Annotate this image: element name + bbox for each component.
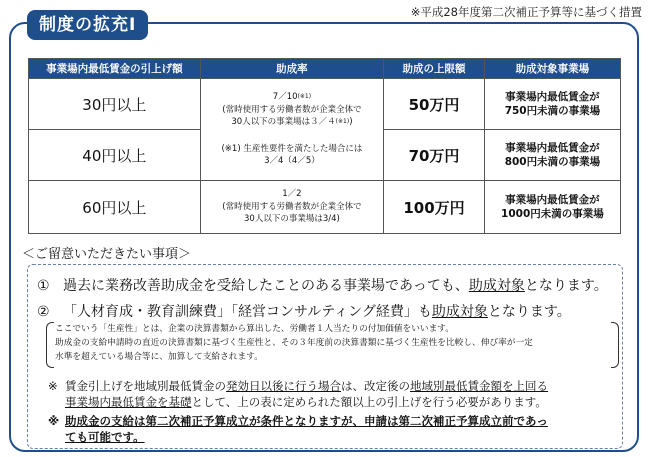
item-text-emphasis: 助成対象 bbox=[431, 304, 488, 320]
productivity-footnote: (※1) 生産性要件を満たした場合には bbox=[221, 143, 363, 154]
rate-footnote-mark: (※1) bbox=[297, 93, 312, 101]
grant-table bbox=[28, 58, 621, 234]
note-text-emphasis: 地域別最低賃金額を上回る bbox=[410, 379, 548, 393]
note-text: は、改定後の bbox=[341, 379, 410, 393]
note-mark: ※ bbox=[48, 379, 58, 393]
table-row bbox=[29, 79, 621, 130]
wage-increase-cell: 30円以上 bbox=[29, 79, 201, 130]
rate-value: 7／10 bbox=[272, 92, 298, 103]
rate-condition-line: 30人以下の事業場は３／４ bbox=[231, 117, 336, 128]
eligible-line: 事業場内最低賃金が bbox=[505, 194, 600, 206]
table-row bbox=[29, 181, 621, 234]
notice-item-1 bbox=[37, 275, 608, 295]
productivity-definition bbox=[55, 322, 610, 364]
item-number: ① bbox=[37, 278, 50, 294]
eligible-line: 800円未満の事業場 bbox=[504, 156, 601, 168]
note-text-emphasis: 事業場内最低賃金を基礎 bbox=[65, 395, 192, 409]
header-wage-increase: 事業場内最低賃金の引上げ額 bbox=[29, 59, 201, 79]
item-text: となります。 bbox=[524, 278, 608, 294]
definition-bracket-left bbox=[46, 322, 54, 368]
item-text: 「人材育成・教育訓練費」「経営コンサルティング経費」も bbox=[63, 304, 432, 320]
grant-rate-cell bbox=[200, 79, 384, 181]
rate-condition-line: (常時使用する労働者数が企業全体で bbox=[222, 201, 362, 212]
notice-item-2 bbox=[37, 301, 571, 321]
max-amount-cell: 70万円 bbox=[384, 130, 485, 181]
eligible-business-cell bbox=[484, 79, 620, 130]
definition-line: 助成金の支給申請時の直近の決算書類に基づく生産性と、その３年度前の決算書類に基づく生産性を比較し、伸び率が一定 bbox=[55, 338, 533, 348]
rate-condition-close: ) bbox=[349, 117, 353, 128]
table-header-row bbox=[29, 59, 621, 79]
wage-increase-cell: 60円以上 bbox=[29, 181, 201, 234]
definition-line: ここでいう「生産性」とは、企業の決算書類から算出した、労働者１人当たりの付加価値をいいます。 bbox=[55, 324, 454, 334]
eligible-business-cell bbox=[484, 181, 620, 234]
rate-footnote-mark: (※1) bbox=[335, 118, 350, 126]
max-amount-cell: 100万円 bbox=[384, 181, 485, 234]
budget-condition-note bbox=[48, 413, 618, 445]
grant-rate-cell bbox=[200, 181, 384, 234]
note-mark: ※ bbox=[48, 414, 60, 428]
rate-condition-line: (常時使用する労働者数が企業全体で bbox=[222, 104, 362, 115]
eligible-line: 事業場内最低賃金が bbox=[505, 91, 600, 103]
header-eligible-business: 助成対象事業場 bbox=[484, 59, 620, 79]
wage-increase-cell: 40円以上 bbox=[29, 130, 201, 181]
productivity-rate: 3／4（4／5） bbox=[264, 156, 320, 167]
note-text-emphasis: 発効日以後に行う場合 bbox=[226, 379, 341, 393]
note-text: として、上の表に定められた額以上の引上げを行う必要があります。 bbox=[191, 395, 547, 409]
header-max-amount: 助成の上限額 bbox=[384, 59, 485, 79]
max-amount-cell: 50万円 bbox=[384, 79, 485, 130]
eligible-line: 1000円未満の事業場 bbox=[501, 208, 604, 220]
notices-heading: ＜ご留意いただきたい事項＞ bbox=[22, 247, 192, 262]
wage-timing-note bbox=[48, 378, 618, 410]
header-grant-rate: 助成率 bbox=[200, 59, 384, 79]
definition-line: 水準を超えている場合等に、加算して支給されます。 bbox=[55, 352, 263, 362]
eligible-business-cell bbox=[484, 130, 620, 181]
definition-bracket-right bbox=[611, 322, 619, 368]
rate-condition-line: 30人以下の事業場は3/4) bbox=[244, 214, 340, 225]
item-text: 過去に業務改善助成金を受給したことのある事業場であっても、 bbox=[63, 278, 469, 294]
section-title: 制度の拡充Ⅰ bbox=[27, 10, 148, 40]
eligible-line: 750円未満の事業場 bbox=[504, 105, 601, 117]
note-text: ても可能です。 bbox=[65, 430, 145, 444]
note-text: 賃金引上げを地域別最低賃金の bbox=[65, 379, 226, 393]
eligible-line: 事業場内最低賃金が bbox=[505, 142, 600, 154]
note-text: 助成金の支給は第二次補正予算成立が条件となりますが、申請は第二次補正予算成立前であっ bbox=[65, 414, 548, 428]
item-text: となります。 bbox=[487, 304, 571, 320]
item-number: ② bbox=[37, 304, 50, 320]
rate-value: 1／2 bbox=[282, 189, 302, 200]
item-text-emphasis: 助成対象 bbox=[468, 278, 525, 294]
funding-basis-note: ※平成28年度第二次補正予算等に基づく措置 bbox=[410, 5, 642, 19]
